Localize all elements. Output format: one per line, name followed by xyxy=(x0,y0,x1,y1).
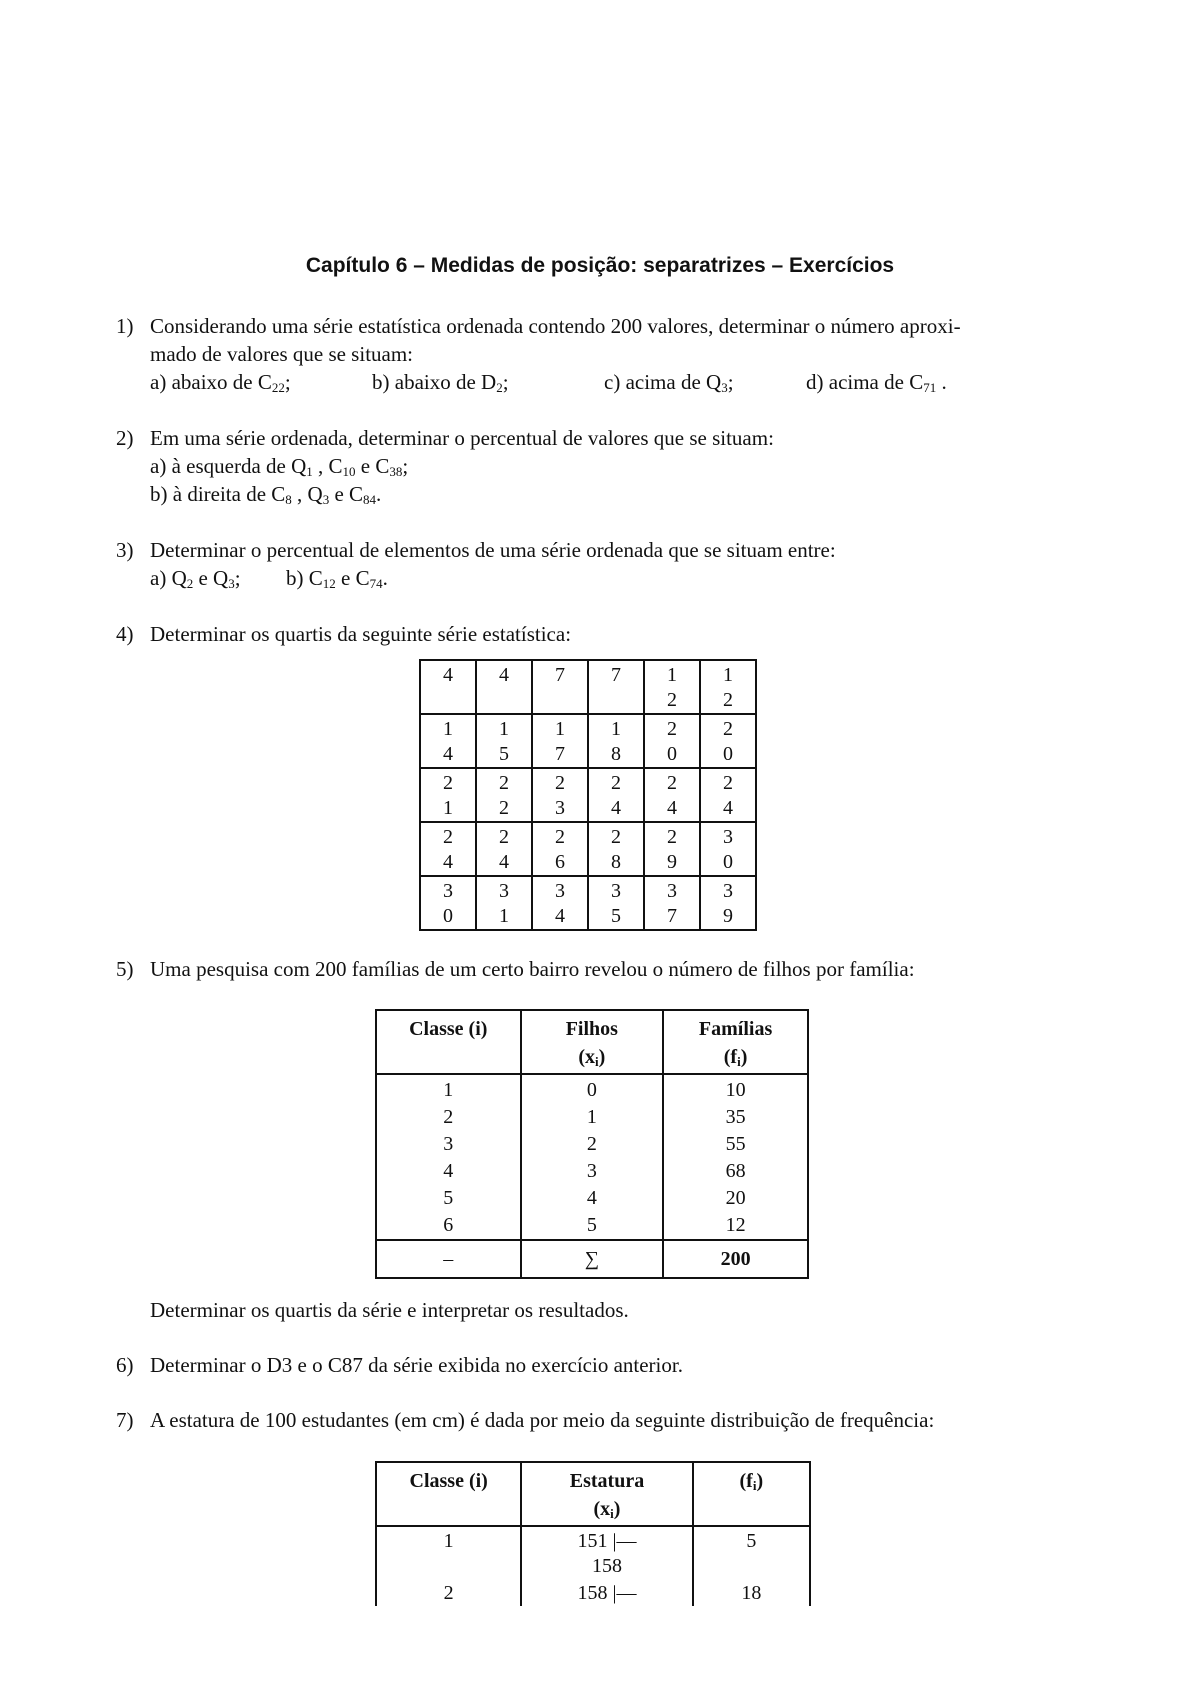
classe-cell: 5 xyxy=(376,1185,521,1212)
page-title: Capítulo 6 – Medidas de posição: separatrizes – Exercícios xyxy=(305,254,895,277)
classe-cell: 6 xyxy=(376,1212,521,1240)
grid-cell: 2 4 xyxy=(588,768,644,822)
grid-cell: 3 1 xyxy=(476,876,532,930)
grid-cell: 2 4 xyxy=(420,822,476,876)
exercise-7 xyxy=(116,1406,1096,1434)
estatura-cell: 158 |— xyxy=(521,1579,692,1606)
table-row xyxy=(376,1158,808,1185)
exercise-2 xyxy=(116,424,1096,508)
grid-cell: 2 9 xyxy=(644,822,700,876)
exercise-4 xyxy=(116,620,1096,648)
familias-cell: 10 xyxy=(663,1074,808,1104)
exercise-number: 5) xyxy=(116,957,134,981)
grid-cell: 2 4 xyxy=(644,768,700,822)
table-row xyxy=(420,876,756,930)
grid-cell: 2 6 xyxy=(532,822,588,876)
total-value: 200 xyxy=(663,1240,808,1278)
grid-cell: 4 xyxy=(476,660,532,714)
filhos-cell: 2 xyxy=(521,1131,664,1158)
exercise-number: 1) xyxy=(116,314,134,338)
options-row xyxy=(150,564,1096,592)
quartis-series-table xyxy=(419,659,757,931)
estatura-cell: 151 |— 158 xyxy=(521,1526,692,1579)
exercise-text: Determinar os quartis da série e interpretar os resultados. xyxy=(150,1298,629,1322)
table-row xyxy=(376,1104,808,1131)
grid-cell: 1 2 xyxy=(644,660,700,714)
exercise-3 xyxy=(116,536,1096,592)
familias-cell: 35 xyxy=(663,1104,808,1131)
grid-cell: 3 0 xyxy=(420,876,476,930)
grid-cell: 1 2 xyxy=(700,660,756,714)
exercise-5 xyxy=(116,955,1096,983)
filhos-cell: 0 xyxy=(521,1074,664,1104)
header-classe: Classe (i) xyxy=(376,1462,521,1526)
exercise-number: 6) xyxy=(116,1353,134,1377)
familias-cell: 12 xyxy=(663,1212,808,1240)
grid-cell: 2 1 xyxy=(420,768,476,822)
table-row xyxy=(376,1185,808,1212)
table-row xyxy=(376,1074,808,1104)
classe-cell: 2 xyxy=(376,1579,521,1606)
familias-cell: 20 xyxy=(663,1185,808,1212)
table-row xyxy=(420,768,756,822)
exercise-text: A estatura de 100 estudantes (em cm) é dada por meio da seguinte distribuição de frequência: xyxy=(150,1408,935,1432)
frequencia-cell: 18 xyxy=(693,1579,810,1606)
exercise-number: 7) xyxy=(116,1408,134,1432)
grid-cell: 3 5 xyxy=(588,876,644,930)
grid-cell: 7 xyxy=(588,660,644,714)
grid-cell: 7 xyxy=(532,660,588,714)
grid-cell: 2 4 xyxy=(700,768,756,822)
option-b: b) à direita de $C_8$ , $Q_3$ e $C_{84}$. xyxy=(150,482,382,507)
grid-cell: 1 8 xyxy=(588,714,644,768)
option-b: b) $C_{12}$ e $C_{74}$. xyxy=(286,566,388,591)
exercise-number: 2) xyxy=(116,426,134,450)
grid-cell: 3 7 xyxy=(644,876,700,930)
grid-cell: 1 7 xyxy=(532,714,588,768)
options-row xyxy=(150,368,1096,396)
header-estatura: Estatura $(x_i)$ xyxy=(521,1462,692,1526)
exercise-text: Uma pesquisa com 200 famílias de um certo bairro revelou o número de filhos por família: xyxy=(150,957,915,981)
grid-cell: 3 9 xyxy=(700,876,756,930)
classe-cell: 2 xyxy=(376,1104,521,1131)
option-c: c) acima de $Q_3$; xyxy=(604,370,734,395)
filhos-cell: 5 xyxy=(521,1212,664,1240)
exercise-number: 3) xyxy=(116,538,134,562)
exercise-text: Determinar o D3 e o C87 da série exibida no exercício anterior. xyxy=(150,1353,683,1377)
filhos-cell: 1 xyxy=(521,1104,664,1131)
exercise-text: Em uma série ordenada, determinar o percentual de valores que se situam: xyxy=(150,426,774,450)
exercise-6 xyxy=(116,1351,1096,1379)
grid-cell: 3 0 xyxy=(700,822,756,876)
classe-cell: 1 xyxy=(376,1074,521,1104)
grid-cell: 3 4 xyxy=(532,876,588,930)
table-row xyxy=(420,822,756,876)
header-filhos: Filhos $(x_i)$ xyxy=(521,1010,664,1074)
filhos-cell: 4 xyxy=(521,1185,664,1212)
header-classe: Classe (i) xyxy=(376,1010,521,1074)
grid-cell: 2 4 xyxy=(476,822,532,876)
table-row xyxy=(376,1131,808,1158)
header-familias: Famílias $(f_i)$ xyxy=(663,1010,808,1074)
grid-cell: 1 4 xyxy=(420,714,476,768)
table-row xyxy=(376,1579,810,1606)
grid-cell: 1 5 xyxy=(476,714,532,768)
classe-cell: 1 xyxy=(376,1526,521,1579)
sum-symbol: ∑ xyxy=(521,1240,664,1278)
total-cell: – xyxy=(376,1240,521,1278)
exercise-text: mado de valores que se situam: xyxy=(150,342,414,366)
table-row xyxy=(420,714,756,768)
option-a: a) $Q_2$ e $Q_3$; xyxy=(150,566,241,591)
table-row xyxy=(376,1212,808,1240)
estatura-table xyxy=(375,1461,811,1606)
exercise-text: Determinar os quartis da seguinte série estatística: xyxy=(150,622,572,646)
header-frequencia: $(f_i)$ xyxy=(693,1462,810,1526)
option-a: a) abaixo de $C_{22}$; xyxy=(150,370,291,395)
exercise-text: Considerando uma série estatística ordenada contendo 200 valores, determinar o número aproxi- xyxy=(150,314,961,338)
exercise-number: 4) xyxy=(116,622,134,646)
option-b: b) abaixo de $D_2$; xyxy=(372,370,509,395)
table-row xyxy=(420,660,756,714)
frequencia-cell: 5 xyxy=(693,1526,810,1579)
total-row xyxy=(376,1240,808,1278)
familias-cell: 68 xyxy=(663,1158,808,1185)
exercise-1 xyxy=(116,312,1096,396)
grid-cell: 4 xyxy=(420,660,476,714)
familias-cell: 55 xyxy=(663,1131,808,1158)
exercise-text: Determinar o percentual de elementos de uma série ordenada que se situam entre: xyxy=(150,538,836,562)
filhos-cell: 3 xyxy=(521,1158,664,1185)
grid-cell: 2 3 xyxy=(532,768,588,822)
grid-cell: 2 0 xyxy=(644,714,700,768)
familias-table xyxy=(375,1009,809,1279)
exercise-5-followup xyxy=(116,1296,1096,1324)
option-a: a) à esquerda de $Q_1$ , $C_{10}$ e $C_{38}$; xyxy=(150,454,409,479)
grid-cell: 2 8 xyxy=(588,822,644,876)
classe-cell: 4 xyxy=(376,1158,521,1185)
option-d: d) acima de $C_{71}$ . xyxy=(806,370,947,395)
classe-cell: 3 xyxy=(376,1131,521,1158)
table-row xyxy=(376,1526,810,1579)
grid-cell: 2 2 xyxy=(476,768,532,822)
grid-cell: 2 0 xyxy=(700,714,756,768)
